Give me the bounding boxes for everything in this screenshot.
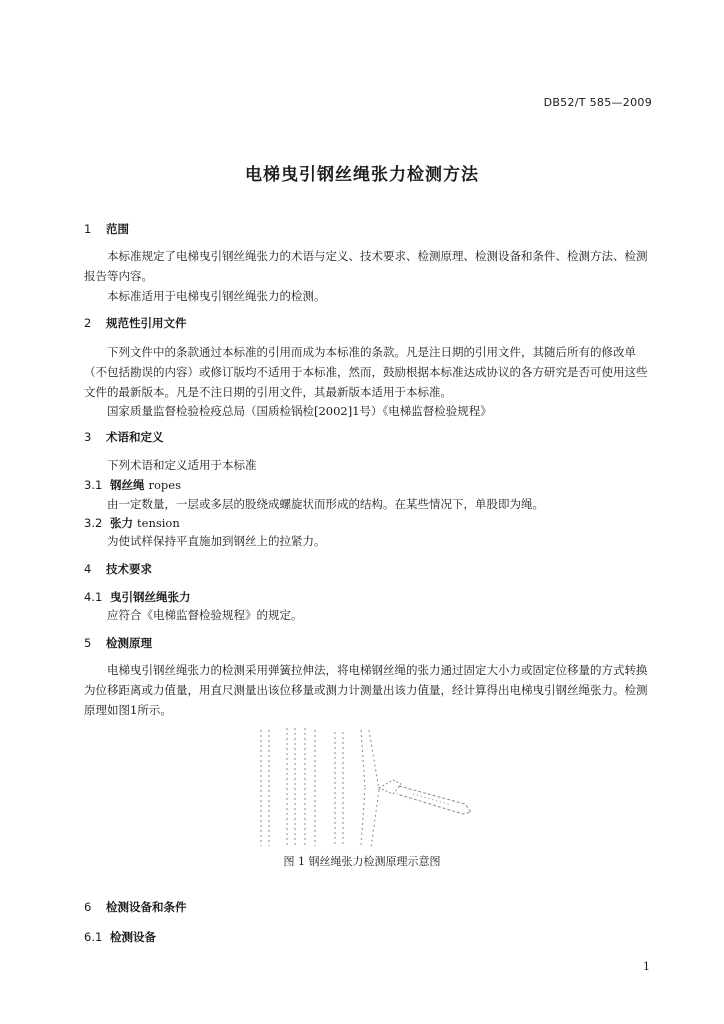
term-english: ropes bbox=[148, 478, 182, 492]
document-title: 电梯曳引钢丝绳张力检测方法 bbox=[245, 165, 479, 185]
figure-1-diagram bbox=[243, 728, 483, 850]
section-title: 规范性引用文件 bbox=[106, 316, 187, 330]
section-number: 4 bbox=[84, 562, 92, 576]
term-3-1-heading bbox=[84, 477, 181, 493]
scale-body bbox=[397, 786, 471, 814]
section-title: 检测原理 bbox=[106, 636, 152, 650]
section-4-heading bbox=[84, 561, 152, 577]
section-title: 术语和定义 bbox=[106, 430, 164, 444]
section-2-heading bbox=[84, 315, 187, 331]
section-title: 检测设备和条件 bbox=[106, 900, 187, 914]
section-2-para-2: 国家质量监督检验检疫总局（国质检锅检[2002]1号）《电梯监督检验规程》 bbox=[107, 404, 492, 418]
rope-strands bbox=[261, 728, 379, 848]
pulled-rope-line bbox=[361, 730, 365, 788]
section-number: 3 bbox=[84, 430, 92, 444]
section-1-para-2: 本标准适用于电梯曳引钢丝绳张力的检测。 bbox=[107, 289, 326, 303]
pulled-rope-line bbox=[371, 790, 379, 848]
subsection-number: 6.1 bbox=[84, 930, 103, 944]
section-6-heading bbox=[84, 899, 187, 915]
section-number: 6 bbox=[84, 900, 92, 914]
pulled-rope-line bbox=[361, 788, 365, 846]
subsection-4-1-text: 应符合《电梯监督检验规程》的规定。 bbox=[107, 608, 303, 622]
section-3-intro: 下列术语和定义适用于本标准 bbox=[107, 458, 257, 472]
term-number: 3.2 bbox=[84, 516, 103, 530]
section-number: 2 bbox=[84, 316, 92, 330]
standard-code: DB52/T 585—2009 bbox=[543, 96, 652, 109]
subsection-title: 曳引钢丝绳张力 bbox=[110, 590, 191, 604]
term-name: 张力 bbox=[110, 516, 133, 530]
subsection-title: 检测设备 bbox=[110, 930, 156, 944]
term-number: 3.1 bbox=[84, 478, 103, 492]
term-3-2-definition: 为使试样保持平直施加到钢丝上的拉紧力。 bbox=[107, 534, 326, 548]
term-3-1-definition: 由一定数量，一层或多层的股绕成螺旋状而形成的结构。在某些情况下，单股即为绳。 bbox=[107, 497, 544, 511]
figure-1-caption: 图 1 钢丝绳张力检测原理示意图 bbox=[283, 855, 441, 868]
section-1-para-1: 本标准规定了电梯曳引钢丝绳张力的术语与定义、技术要求、检测原理、检测设备和条件、检测方法、检测报告等内容。 bbox=[84, 249, 648, 283]
subsection-4-1-heading bbox=[84, 589, 191, 605]
scale-marks bbox=[413, 794, 451, 805]
spring-scale bbox=[379, 780, 471, 814]
term-name: 钢丝绳 bbox=[110, 478, 145, 492]
page-number: 1 bbox=[643, 960, 650, 973]
term-english: tension bbox=[137, 516, 180, 530]
section-3-heading bbox=[84, 429, 164, 445]
section-5-heading bbox=[84, 635, 152, 651]
section-title: 技术要求 bbox=[106, 562, 152, 576]
section-title: 范围 bbox=[106, 222, 129, 236]
term-3-2-heading bbox=[84, 515, 180, 531]
section-5-para-1: 电梯曳引钢丝绳张力的检测采用弹簧拉伸法，将电梯钢丝绳的张力通过固定大小力或固定位移量的方式转换为位移距离或力值量，用直尺测量出该位移量或测力计测量出该力值量，经计算得出电梯曳引钢丝绳张力。检测原理如图1所示。 bbox=[84, 663, 648, 717]
section-number: 5 bbox=[84, 636, 92, 650]
hook-clamp bbox=[379, 780, 401, 794]
pulled-rope-line bbox=[369, 730, 379, 790]
subsection-number: 4.1 bbox=[84, 590, 103, 604]
section-2-para-1: 下列文件中的条款通过本标准的引用而成为本标准的条款。凡是注日期的引用文件，其随后所有的修改单（不包括勘误的内容）或修订版均不适用于本标准，然而，鼓励根据本标准达成协议的各方研究是否可使用这些文件的最新版本。凡是不注日期的引用文件，其最新版本适用于本标准。 bbox=[84, 345, 648, 399]
subsection-6-1-heading bbox=[84, 929, 156, 945]
section-1-heading bbox=[84, 221, 129, 237]
section-number: 1 bbox=[84, 222, 92, 236]
